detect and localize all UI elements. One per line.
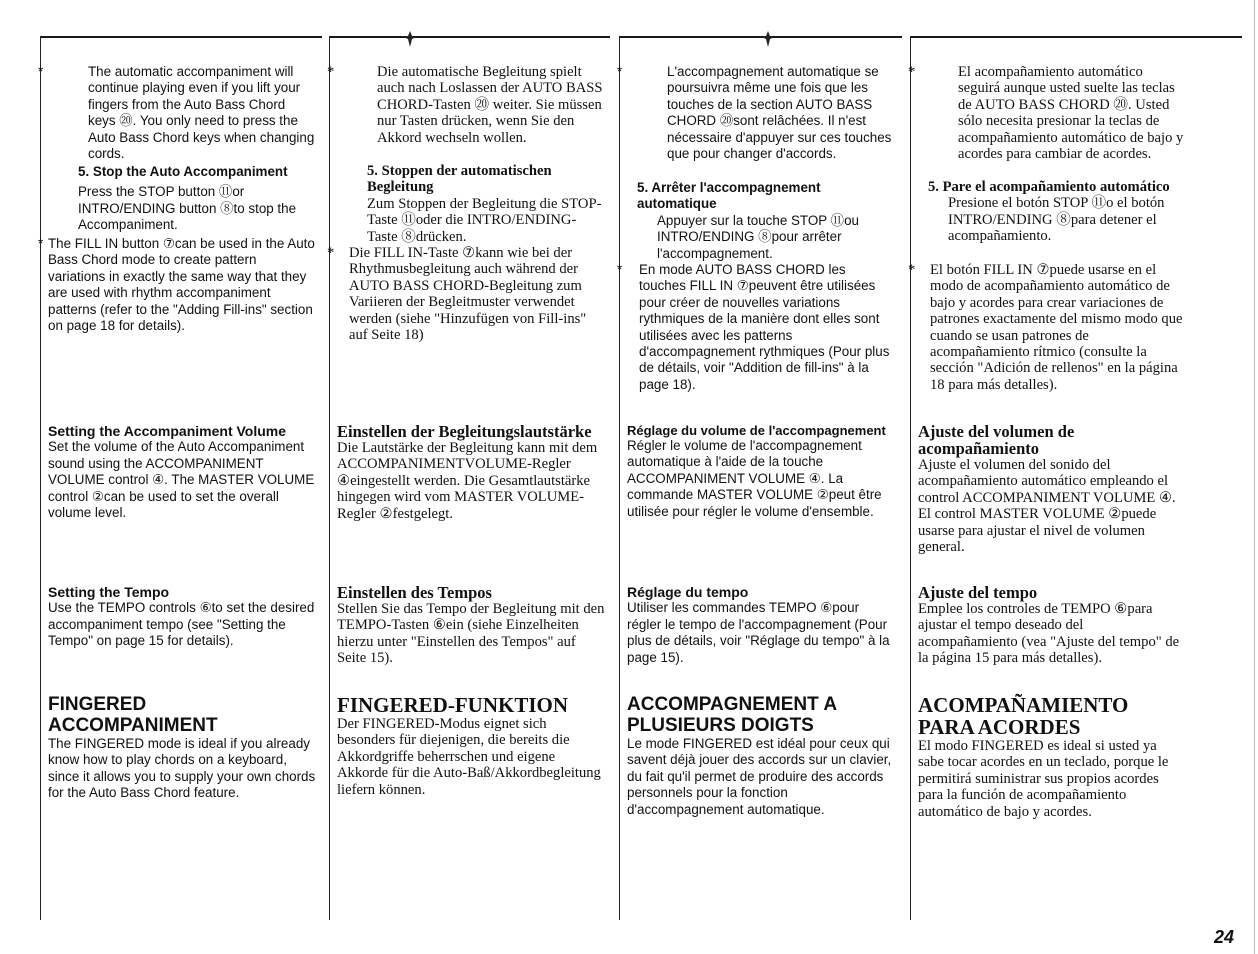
volume-heading: Setting the Accompaniment Volume [48,423,287,439]
tempo-body: Utiliser les commandes TEMPO ⑥pour régler le tempo de l'accompagnement (Pour plus de détails, voir "Réglage du tempo" à la page 15). [627,600,890,665]
tempo-body: Stellen Sie das Tempo der Begleitung mit den TEMPO-Tasten ⑥ein (siehe Einzelheiten hierzu unter "Einstellen des Tempos" auf Seite 15). [337,601,605,667]
top-rule-2 [330,36,610,38]
column-divider [40,36,41,920]
volume-heading: Réglage du volume de l'accompagnement [627,423,886,438]
column-divider [619,36,620,920]
step5-body: Appuyer sur la touche STOP ⑪ou INTRO/ENDING ⑧pour arrêter l'accompagnement. [657,212,859,261]
tempo-heading: Setting the Tempo [48,584,170,600]
note-auto-continue: * Die automatische Begleitung spielt auch nach Loslassen der AUTO BASS CHORD-Tasten ⑳ weiter. Sie müssen nur Tasten drücken, wenn Sie den Akkord wechseln wollen. [337,64,605,146]
continuation-mark-icon [760,30,776,48]
volume-heading: Ajuste del volumen de acompañamiento [918,422,1075,458]
fingered-heading: FINGERED ACCOMPANIMENT [48,694,218,736]
fingered-heading: ACCOMPAGNEMENT A PLUSIEURS DOIGTS [627,694,837,736]
tempo-heading: Réglage du tempo [627,584,749,600]
step5-title: 5. Arrêter l'accompagnement automatique [637,180,821,212]
tempo-heading: Einstellen des Tempos [337,583,492,602]
step5-title: 5. Stop the Auto Accompaniment [78,164,288,179]
step5-title: 5. Pare el acompañamiento automático [928,179,1170,195]
tempo-body: Emplee los controles de TEMPO ⑥para ajustar el tempo deseado del acompañamiento (vea "Ajuste del tempo" de la página 15 para más detalles). [918,601,1180,667]
note-auto-continue: * L'accompagnement automatique se poursuivra même une fois que les touches de la section AUTO BASS CHORD ⑳sont relâchées. Il n'est nécessaire d'appuyer sur ces touches que pour changer d'accords. [627,64,895,162]
note-fill-in: * En mode AUTO BASS CHORD les touches FILL IN ⑦peuvent être utilisées pour créer de nouvelles variations rythmiques de la manière dont elles sont utilisées avec les patterns d'accompagnement rythmiques (Pour plus de détails, voir "Addition de fill-ins" à la page 18). [627,262,895,393]
tempo-body: Use the TEMPO controls ⑥to set the desired accompaniment tempo (see "Setting the Tempo" on page 15 for details). [48,600,315,649]
page-number: 24 [1213,927,1234,947]
fingered-body: Le mode FINGERED est idéal pour ceux qui savent déjà jouer des accords sur un clavier, du fait qu'il permet de produire des accords personnels pour la fonction d'accompagnement automatique. [627,736,892,817]
volume-body: Ajuste el volumen del sonido del acompañamiento automático empleando el control ACCOMPANIMENT VOLUME ④. El control MASTER VOLUME ②puede usarse para ajustar el nivel de volumen general. [918,457,1176,556]
volume-body: Régler le volume de l'accompagnement automatique à l'aide de la touche ACCOMPANIMENT VOLUME ④. La commande MASTER VOLUME ②peut être utilisée pour régler le volume d'ensemble. [627,438,882,519]
step5-title: 5. Stoppen der automatischen Begleitung [367,163,552,196]
note-fill-in: * El botón FILL IN ⑦puede usarse en el modo de acompañamiento automático de bajo y acordes para crear variaciones de patrones exactamente del mismo modo que cuando se usan patrones de acompañamiento rítmico (consulte la sección "Adición de rellenos" en la página 18 para más detalles). [918,262,1186,393]
top-rule-4 [910,36,1242,38]
fingered-heading: FINGERED-FUNKTION [337,693,569,717]
column-divider [910,36,911,920]
top-rule-1 [40,36,322,38]
fingered-body: The FINGERED mode is ideal if you already know how to play chords on a keyboard, since it allows you to supply your own chords for the Auto Bass Chord feature. [48,736,316,801]
fingered-heading: ACOMPAÑAMIENTO PARA ACORDES [918,693,1129,739]
fingered-body: El modo FINGERED es ideal si usted ya sabe tocar acordes en un teclado, porque le permitirá suministrar sus propios acordes para la función de acompañamiento automático de bajo y acordes. [918,738,1169,820]
note-fill-in: * The FILL IN button ⑦can be used in the Auto Bass Chord mode to create pattern variations in exactly the same way that they are used with rhythm accompaniment patterns (refer to the "Adding Fill-ins" section on page 18 for details). [48,236,316,334]
volume-heading: Einstellen der Begleitungslautstärke [337,422,592,441]
step5-body: Zum Stoppen der Begleitung die STOP-Taste ⑪oder die INTRO/ENDING-Taste ⑧drücken. [367,195,602,245]
fingered-body: Der FINGERED-Modus eignet sich besonders für diejenigen, die bereits die Akkordgriffe beherrschen und eigene Akkorde für die Auto-Baß/Akkordbegleitung liefern können. [337,716,601,798]
tempo-heading: Ajuste del tempo [918,583,1038,602]
volume-body: Set the volume of the Auto Accompaniment sound using the ACCOMPANIMENT VOLUME control ④. The MASTER VOLUME control ②can be used to set the overall volume level. [48,439,315,521]
column-divider [329,36,330,920]
page-edge [1254,0,1255,954]
step5-body: Presione el botón STOP ⑪o el botón INTRO/ENDING ⑧para detener el acompañamiento. [948,195,1165,245]
step5-body: Press the STOP button ⑪or INTRO/ENDING button ⑧to stop the Accompaniment. [78,184,297,233]
note-auto-continue: * El acompañamiento automático seguirá aunque usted suelte las teclas de AUTO BASS CHORD ⑳. Usted sólo necesita presionar la teclas de acompañamiento automático de bajo y acordes para cambiar de acordes. [918,64,1186,162]
volume-body: Die Lautstärke der Begleitung kann mit dem ACCOMPANIMENTVOLUME-Regler ④eingestellt werden. Die Gesamtlautstärke hingegen wird vom MASTER VOLUME-Regler ②festgelegt. [337,440,598,522]
continuation-mark-icon [402,30,418,48]
note-fill-in: * Die FILL IN-Taste ⑦kann wie bei der Rhythmusbegleitung auch während der AUTO BASS CHORD-Begleitung zum Variieren der Begleitmuster verwendet werden (siehe "Hinzufügen von Fill-ins" auf Seite 18) [337,245,605,343]
note-auto-continue: * The automatic accompaniment will continue playing even if you lift your fingers from the Auto Bass Chord keys ⑳. You only need to press the Auto Bass Chord keys when changing cords. [48,64,316,162]
